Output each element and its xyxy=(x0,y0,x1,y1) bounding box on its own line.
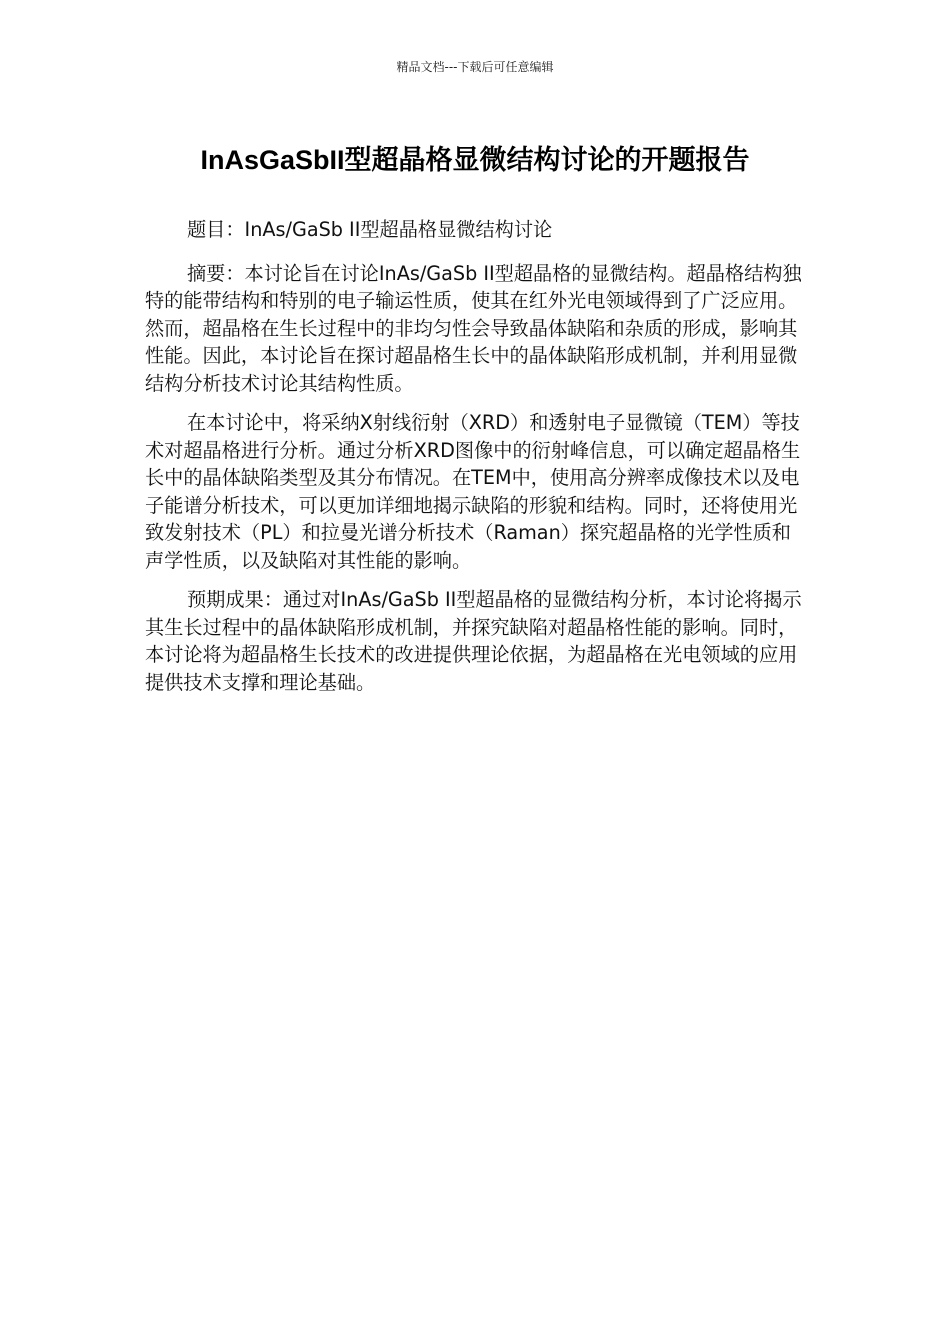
document-title: InAsGaSbII型超晶格显微结构讨论的开题报告 xyxy=(200,145,750,175)
topic-paragraph: 题目：InAs/GaSb II型超晶格显微结构讨论 xyxy=(187,218,553,241)
methods-paragraph: 在本讨论中，将采纳X射线衍射（XRD）和透射电子显微镜（TEM）等技术对超晶格进行分析。通过分析XRD图像中的衍射峰信息，可以确定超晶格生长中的晶体缺陷类型及其分布情况。在TEM中，使用高分辨率成像技术以及电子能谱分析技术，可以更加详细地揭示缺陷的形貌和结构。同时，还将使用光致发射技术（PL）和拉曼光谱分析技术（Raman）探究超晶格的光学性质和声学性质，以及缺陷对其性能的影响。 xyxy=(145,411,801,572)
abstract-paragraph: 摘要：本讨论旨在讨论InAs/GaSb II型超晶格的显微结构。超晶格结构独特的能带结构和特别的电子输运性质，使其在红外光电领域得到了广泛应用。然而，超晶格在生长过程中的非均匀性会导致晶体缺陷和杂质的形成，影响其性能。因此，本讨论旨在探讨超晶格生长中的晶体缺陷形成机制，并利用显微结构分析技术讨论其结构性质。 xyxy=(145,261,802,395)
page-header-note: 精品文档---下载后可任意编辑 xyxy=(396,60,554,74)
document-body xyxy=(145,216,805,708)
expected-results-paragraph: 预期成果：通过对InAs/GaSb II型超晶格的显微结构分析，本讨论将揭示其生长过程中的晶体缺陷形成机制，并探究缺陷对超晶格性能的影响。同时，本讨论将为超晶格生长技术的改进提供理论依据，为超晶格在光电领域的应用提供技术支撑和理论基础。 xyxy=(145,588,802,694)
